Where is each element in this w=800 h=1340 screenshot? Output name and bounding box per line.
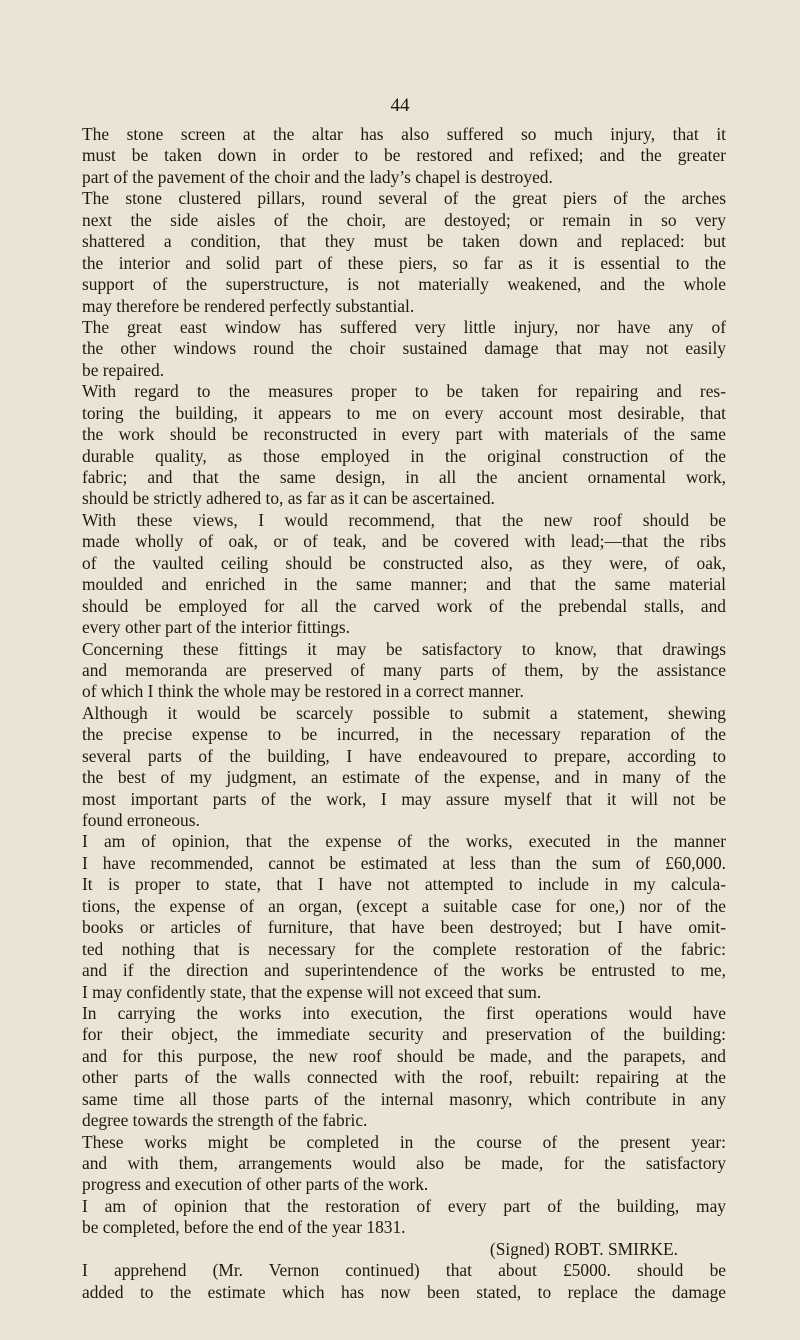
- text-line: support of the superstructure, is not materially weakened, and the whole: [82, 274, 726, 295]
- text-line: degree towards the strength of the fabric.: [82, 1110, 368, 1131]
- text-line: for their object, the immediate security and preservation of the building:: [82, 1024, 726, 1045]
- text-line: of the vaulted ceiling should be constructed also, as they were, of oak,: [82, 552, 726, 573]
- text-line: The stone screen at the altar has also suffered so much injury, that it: [82, 124, 726, 144]
- text-line: be repaired.: [82, 359, 165, 380]
- text-line: added to the estimate which has now been stated, to replace the damage: [82, 1281, 726, 1302]
- text-line: The great east window has suffered very little injury, nor have any of: [82, 316, 726, 337]
- text-line: the best of my judgment, an estimate of the expense, and in many of the: [82, 767, 726, 788]
- text-line: I have recommended, cannot be estimated at less than the sum of £60,000.: [82, 852, 726, 873]
- text-line: every other part of the interior fittings.: [82, 617, 351, 638]
- text-line: shattered a condition, that they must be taken down and replaced: but: [82, 231, 726, 252]
- text-line: ted nothing that is necessary for the complete restoration of the fabric:: [82, 938, 726, 959]
- text-line: the other windows round the choir sustained damage that may not easily: [82, 338, 726, 359]
- text-line: It is proper to state, that I have not attempted to include in my calcula-: [82, 874, 726, 895]
- text-line: the interior and solid part of these piers, so far as it is essential to the: [82, 252, 726, 273]
- text-line: In carrying the works into execution, the first operations would have: [82, 1002, 726, 1023]
- text-line: Concerning these fittings it may be satisfactory to know, that drawings: [82, 638, 726, 659]
- text-line: several parts of the building, I have endeavoured to prepare, according to: [82, 745, 726, 766]
- text-line: should be strictly adhered to, as far as it can be ascertained.: [82, 488, 495, 509]
- text-line: should be employed for all the carved work of the prebendal stalls, and: [82, 595, 726, 616]
- text-line: and with them, arrangements would also be made, for the satisfactory: [82, 1153, 726, 1173]
- text-line: may therefore be rendered perfectly substantial.: [82, 295, 415, 316]
- text-line: made wholly of oak, or of teak, and be covered with lead;—that the ribs: [82, 531, 726, 552]
- text-line: I am of opinion that the restoration of every part of the building, may: [82, 1195, 726, 1216]
- text-line: Although it would be scarcely possible to submit a statement, shewing: [82, 702, 726, 723]
- text-line: other parts of the walls connected with the roof, rebuilt: repairing at the: [82, 1067, 726, 1088]
- text-line: be completed, before the end of the year 1831.: [82, 1217, 406, 1238]
- text-line: With regard to the measures proper to be taken for repairing and res-: [82, 381, 726, 402]
- text-line: I may confidently state, that the expense will not exceed that sum.: [82, 981, 542, 1002]
- text-line: found erroneous.: [82, 810, 200, 830]
- text-line: same time all those parts of the internal masonry, which contribute in any: [82, 1088, 726, 1109]
- text-line: I am of opinion, that the expense of the works, executed in the manner: [82, 831, 726, 852]
- text-line: the precise expense to be incurred, in the necessary reparation of the: [82, 724, 726, 745]
- text-line: next the side aisles of the choir, are destoyed; or remain in so very: [82, 209, 726, 230]
- text-line: part of the pavement of the choir and the lady’s chapel is destroyed.: [82, 166, 553, 187]
- text-line: durable quality, as those employed in the original construction of the: [82, 445, 726, 466]
- text-line: These works might be completed in the course of the present year:: [82, 1131, 726, 1152]
- text-line: With these views, I would recommend, that the new roof should be: [82, 509, 726, 530]
- text-line: must be taken down in order to be restored and refixed; and the greater: [82, 145, 726, 166]
- body-text: [82, 124, 726, 1303]
- text-line: the work should be reconstructed in every part with materials of the same: [82, 424, 726, 445]
- text-line: and memoranda are preserved of many parts of them, by the assistance: [82, 659, 726, 680]
- signature-line: (Signed) ROBT. SMIRKE.: [489, 1238, 678, 1259]
- text-line: of which I think the whole may be restored in a correct manner.: [82, 681, 524, 702]
- text-line: moulded and enriched in the same manner; and that the same material: [82, 574, 726, 595]
- text-line: books or articles of furniture, that have been destroyed; but I have omit-: [82, 917, 726, 938]
- page-number: 44: [390, 95, 410, 116]
- text-line: fabric; and that the same design, in all the ancient ornamental work,: [82, 467, 726, 487]
- text-line: progress and execution of other parts of the work.: [82, 1174, 429, 1195]
- text-line: I apprehend (Mr. Vernon continued) that about £5000. should be: [82, 1260, 726, 1281]
- text-line: tions, the expense of an organ, (except a suitable case for one,) nor of the: [82, 895, 726, 916]
- text-line: most important parts of the work, I may assure myself that it will not be: [82, 788, 726, 809]
- text-line: and if the direction and superintendence of the works be entrusted to me,: [82, 960, 726, 981]
- text-line: toring the building, it appears to me on every account most desirable, that: [82, 402, 726, 423]
- text-line: The stone clustered pillars, round several of the great piers of the arches: [82, 188, 726, 209]
- text-line: and for this purpose, the new roof should be made, and the parapets, and: [82, 1045, 726, 1066]
